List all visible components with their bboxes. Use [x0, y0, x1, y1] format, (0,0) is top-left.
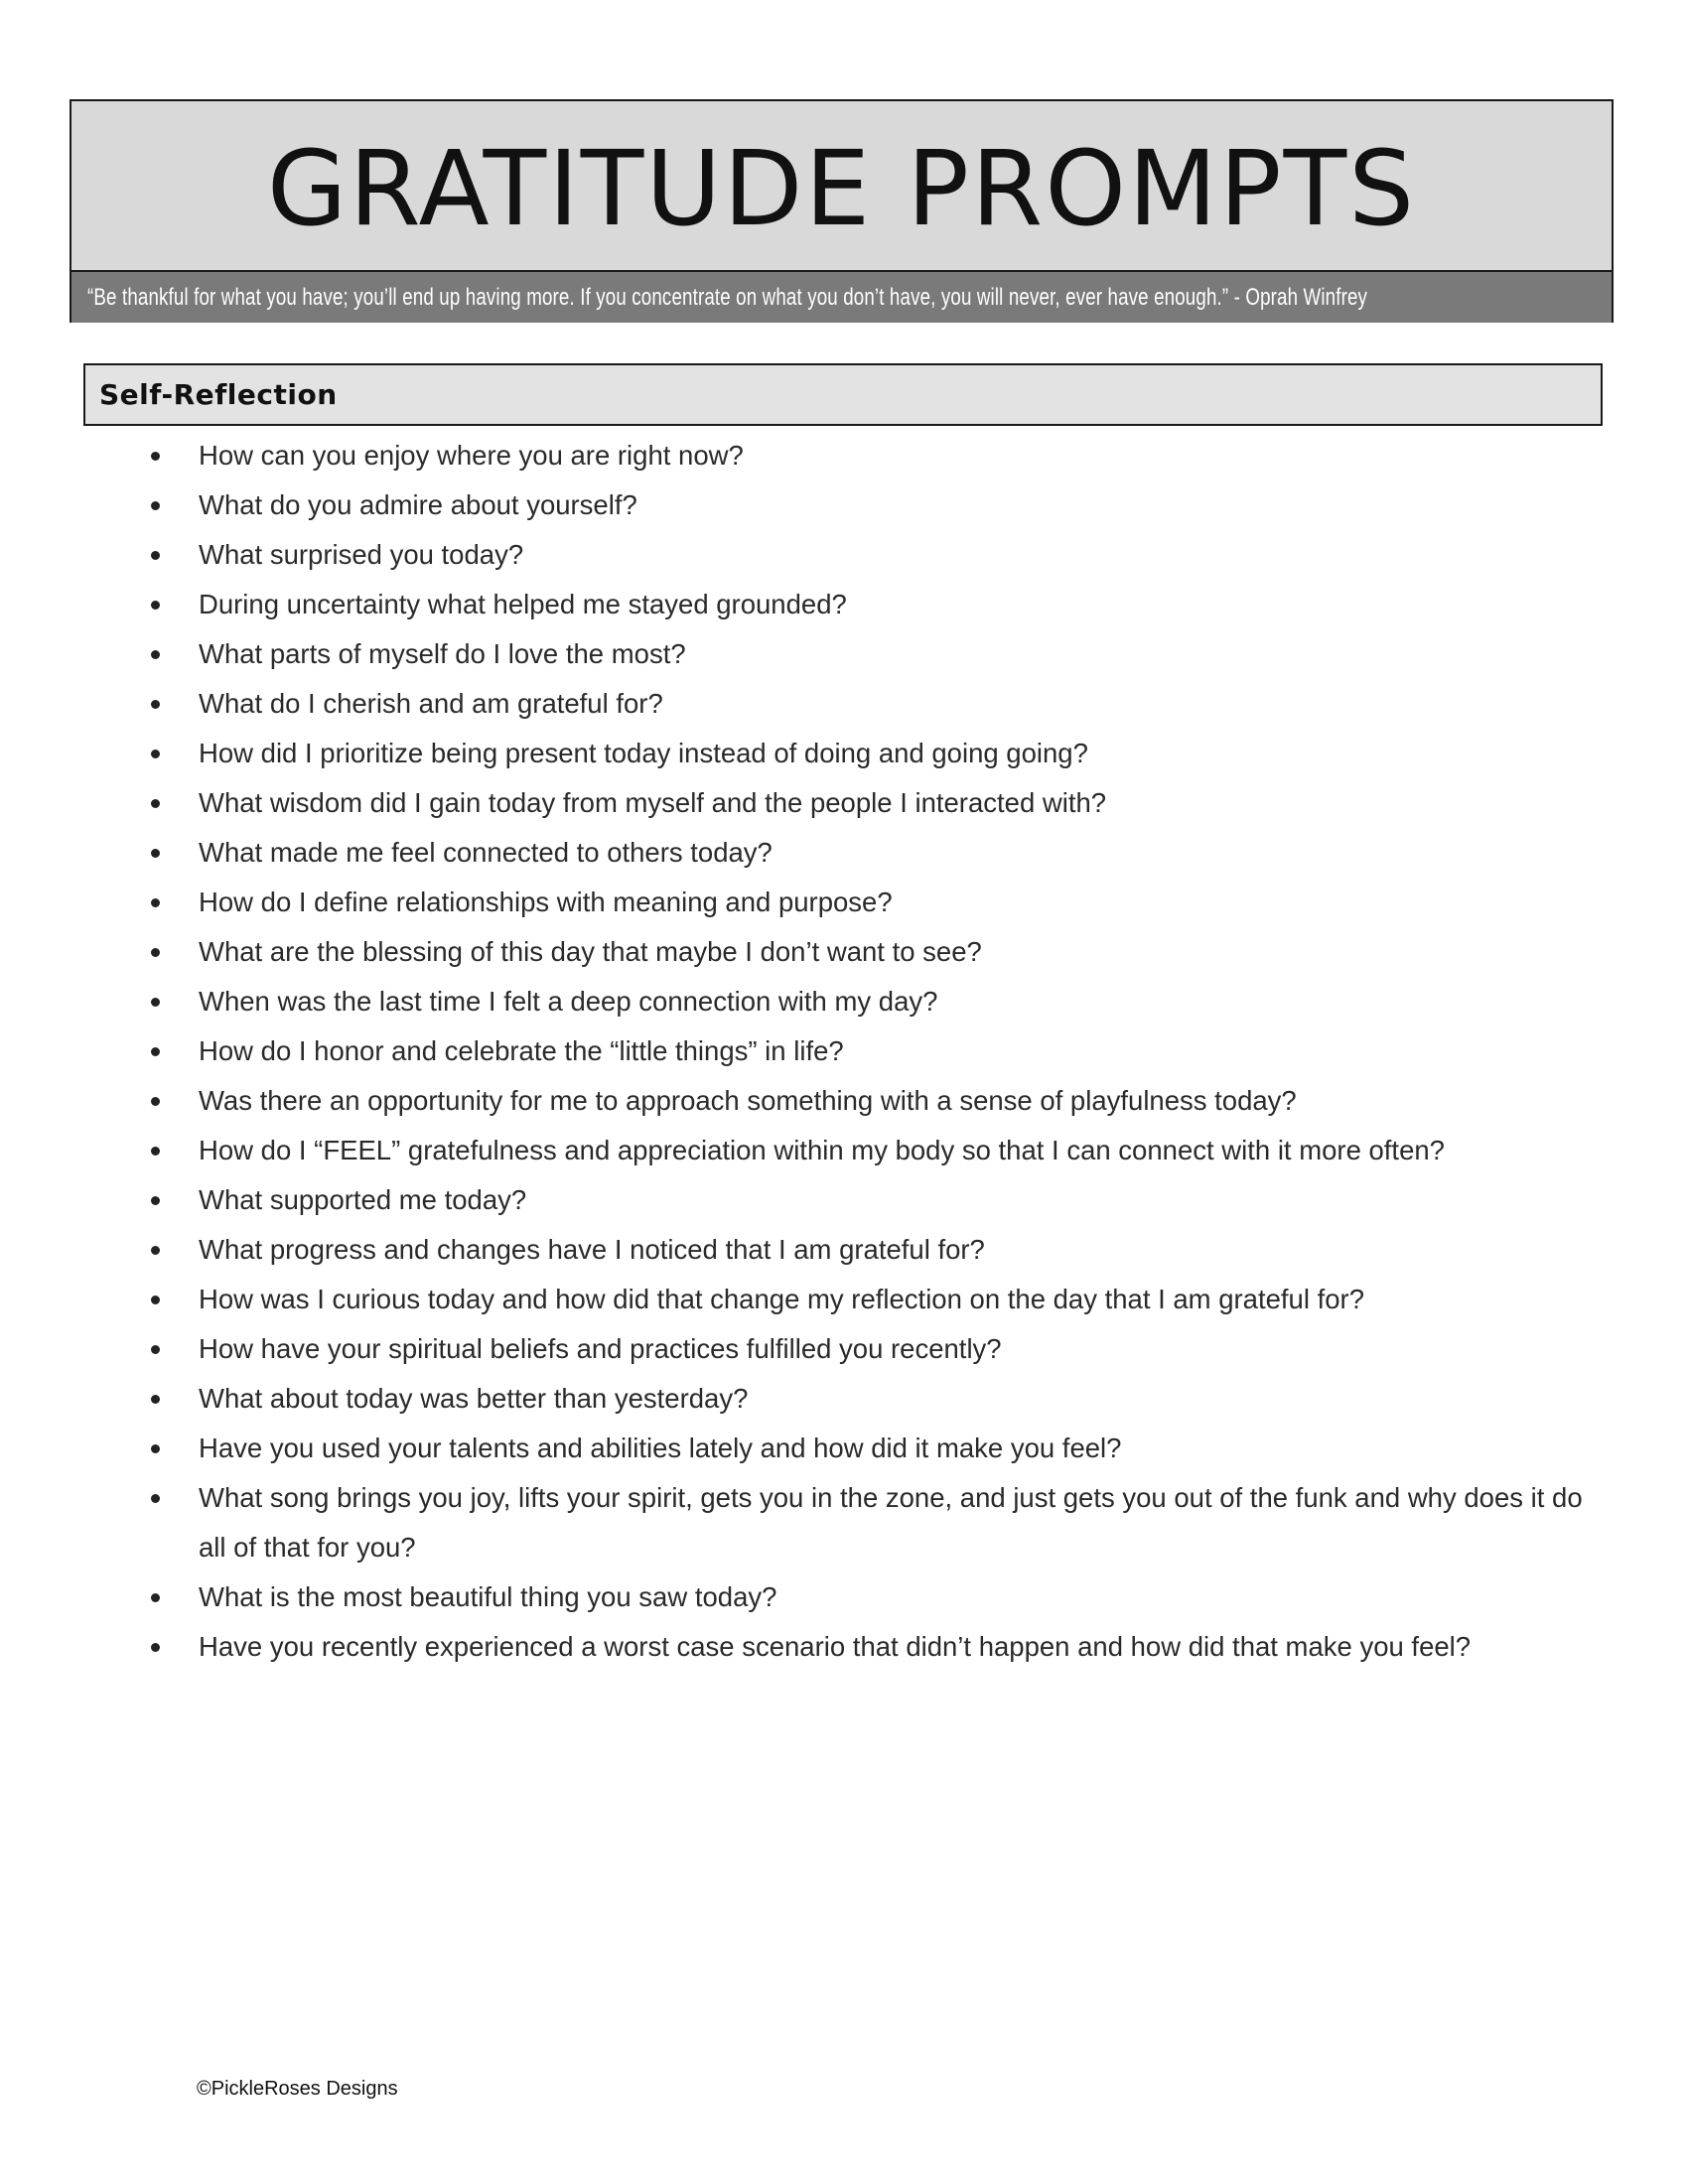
prompt-text: What parts of myself do I love the most?	[199, 638, 686, 669]
bullet-icon	[151, 1196, 160, 1205]
list-item	[139, 530, 1609, 580]
prompt-text: Was there an opportunity for me to approach something with a sense of playfulness today?	[199, 1085, 1297, 1116]
bullet-icon	[151, 998, 160, 1007]
list-item	[139, 828, 1609, 878]
bullet-icon	[151, 1593, 160, 1602]
bullet-icon	[151, 1494, 160, 1503]
bullet-icon	[151, 601, 160, 610]
bullet-icon	[151, 1147, 160, 1156]
bullet-icon	[151, 1643, 160, 1652]
list-item	[139, 1424, 1609, 1473]
copyright-footer: ©PickleRoses Designs	[197, 2078, 398, 2100]
prompt-text: What song brings you joy, lifts your spirit, gets you in the zone, and just gets you out of the funk and why does it do all of that for you?	[199, 1482, 1583, 1563]
list-item	[139, 431, 1609, 480]
prompt-text: What wisdom did I gain today from myself and the people I interacted with?	[199, 787, 1107, 818]
list-item	[139, 1026, 1609, 1076]
bullet-icon	[151, 1444, 160, 1453]
section-header	[83, 363, 1603, 426]
list-item	[139, 977, 1609, 1026]
list-item	[139, 580, 1609, 629]
list-item	[139, 878, 1609, 927]
bullet-icon	[151, 501, 160, 510]
prompt-text: How was I curious today and how did that change my reflection on the day that I am grateful for?	[199, 1284, 1364, 1314]
prompt-text: What progress and changes have I noticed that I am grateful for?	[199, 1234, 985, 1265]
section-title: Self-Reflection	[99, 378, 338, 411]
prompt-text: How did I prioritize being present today instead of doing and going going?	[199, 738, 1088, 768]
bullet-icon	[151, 1395, 160, 1404]
prompt-text: What are the blessing of this day that maybe I don’t want to see?	[199, 936, 982, 967]
list-item	[139, 679, 1609, 729]
bullet-icon	[151, 650, 160, 659]
prompt-text: Have you used your talents and abilities lately and how did it make you feel?	[199, 1433, 1122, 1463]
prompt-text: What is the most beautiful thing you saw today?	[199, 1581, 777, 1612]
bullet-icon	[151, 1047, 160, 1056]
bullet-icon	[151, 948, 160, 957]
bullet-icon	[151, 1097, 160, 1106]
prompt-text: What do you admire about yourself?	[199, 489, 637, 520]
list-item	[139, 729, 1609, 778]
list-item	[139, 778, 1609, 828]
list-item	[139, 1225, 1609, 1275]
prompt-text: During uncertainty what helped me stayed grounded?	[199, 589, 847, 619]
bullet-icon	[151, 799, 160, 808]
list-item	[139, 629, 1609, 679]
list-item	[139, 1324, 1609, 1374]
title-area	[71, 101, 1612, 272]
prompt-text: How have your spiritual beliefs and practices fulfilled you recently?	[199, 1333, 1002, 1364]
list-item	[139, 1622, 1609, 1672]
bullet-icon	[151, 849, 160, 858]
prompt-text: What supported me today?	[199, 1184, 527, 1215]
list-item	[139, 1572, 1609, 1622]
quote-text: “Be thankful for what you have; you’ll end up having more. If you concentrate on what you don’t have, you will never, ever have enough.” - Oprah Winfrey	[87, 283, 1368, 311]
quote-bar	[71, 272, 1612, 323]
prompt-text: What surprised you today?	[199, 539, 524, 570]
list-item	[139, 480, 1609, 530]
prompt-text: How do I define relationships with meaning and purpose?	[199, 887, 893, 917]
bullet-icon	[151, 700, 160, 709]
bullet-icon	[151, 551, 160, 560]
page-title: GRATITUDE PROMPTS	[266, 128, 1417, 249]
prompt-text: What about today was better than yesterday?	[199, 1383, 749, 1414]
prompt-list	[139, 431, 1609, 1672]
list-item	[139, 927, 1609, 977]
prompt-text: Have you recently experienced a worst case scenario that didn’t happen and how did that make you feel?	[199, 1631, 1472, 1662]
prompt-text: How can you enjoy where you are right now?	[199, 440, 744, 471]
header-box	[70, 99, 1614, 323]
prompt-text: What do I cherish and am grateful for?	[199, 688, 663, 719]
bullet-icon	[151, 1345, 160, 1354]
prompt-text: How do I “FEEL” gratefulness and appreciation within my body so that I can connect with it more often?	[199, 1135, 1445, 1165]
bullet-icon	[151, 452, 160, 461]
list-item	[139, 1126, 1609, 1175]
list-item	[139, 1473, 1609, 1572]
bullet-icon	[151, 1246, 160, 1255]
bullet-icon	[151, 898, 160, 907]
list-item	[139, 1275, 1609, 1324]
prompt-text: When was the last time I felt a deep connection with my day?	[199, 986, 938, 1017]
bullet-icon	[151, 750, 160, 758]
list-item	[139, 1374, 1609, 1424]
list-item	[139, 1175, 1609, 1225]
bullet-icon	[151, 1296, 160, 1304]
prompt-text: What made me feel connected to others today?	[199, 837, 773, 868]
prompt-text: How do I honor and celebrate the “little things” in life?	[199, 1035, 844, 1066]
list-item	[139, 1076, 1609, 1126]
